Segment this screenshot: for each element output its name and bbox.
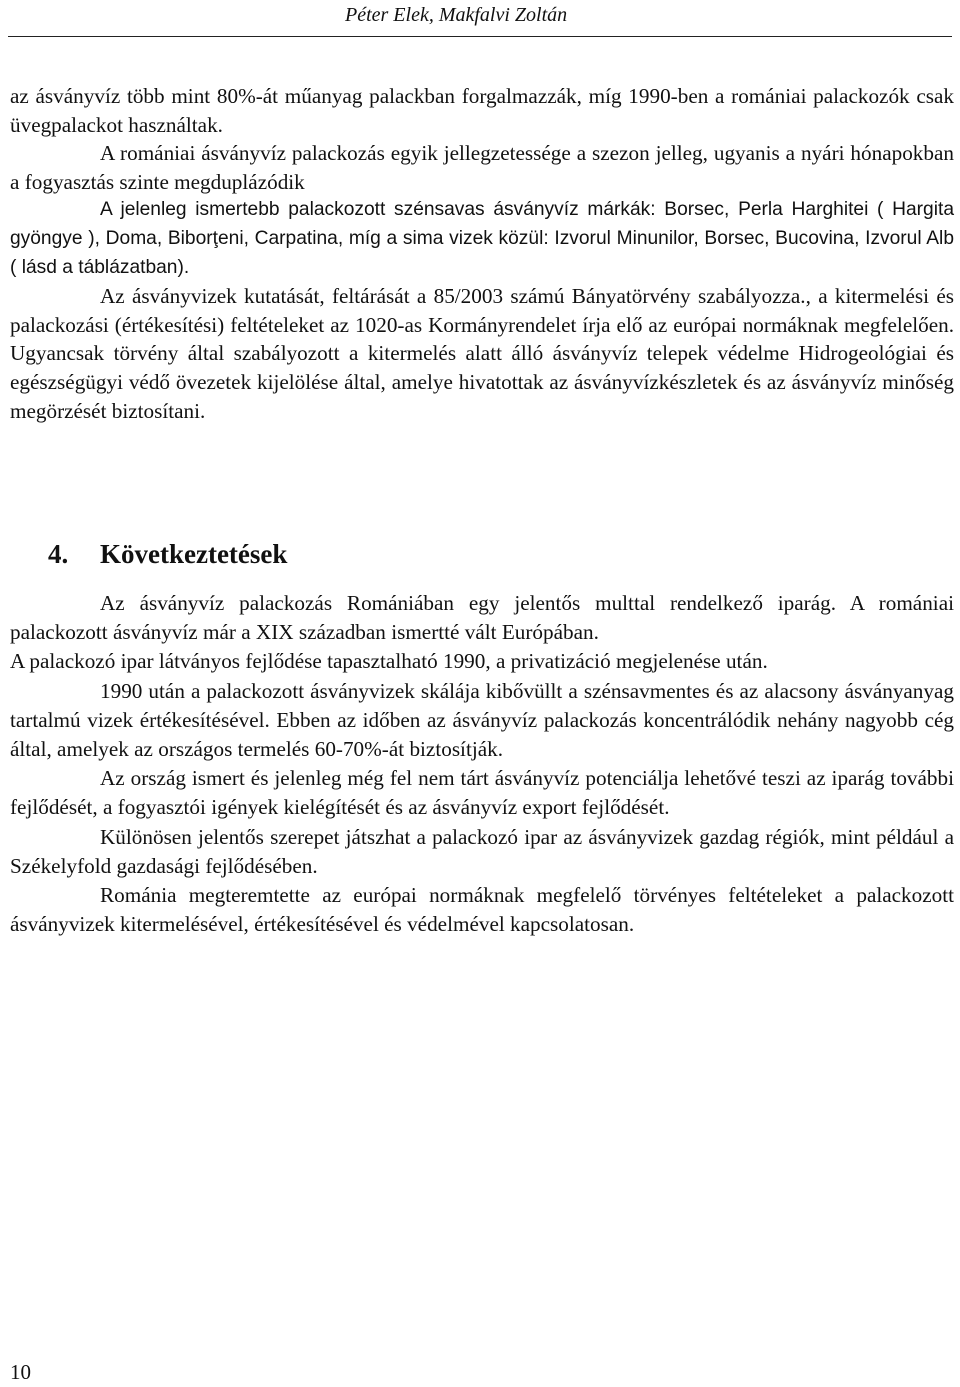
section-number: 4. xyxy=(48,539,69,569)
header-rule xyxy=(8,36,952,37)
paragraph-plastic-bottles: az ásványvíz több mint 80%-át műanyag palackban forgalmazzák, míg 1990-ben a romániai palackozók csak üvegpalackot használtak. xyxy=(10,84,954,137)
running-header xyxy=(0,2,960,36)
header-authors: Péter Elek, Makfalvi Zoltán xyxy=(345,4,568,26)
conclusion-paragraph: Az ország ismert és jelenleg még fel nem tárt ásványvíz potenciálja lehetővé teszi az iparág további fejlődését, a fogyasztói igények kielégítését és az ásványvíz export fejlődését. xyxy=(10,766,954,820)
paragraph-brands: A jelenleg ismertebb palackozott szénsavas ásványvíz márkák: Borsec, Perla Harghitei ( Hargita gyöngye ), Doma, Biborţeni, Carpatina, míg a sima vizek közül: Izvorul Minunilor, Borsec, Bucovina, Izvorul Alb ( lásd a táblázatban). xyxy=(10,199,954,278)
conclusion-paragraph: Az ásványvíz palackozás Romániában egy jelentős multtal rendelkező iparág. A romániai palackozott ásványvíz már a XIX században ismertté vált Európában. xyxy=(10,591,954,645)
conclusion-paragraph: A palackozó ipar látványos fejlődése tapasztalható 1990, a privatizáció megjelenése után. xyxy=(10,649,768,674)
section-heading xyxy=(10,538,287,570)
conclusions-text xyxy=(10,589,954,939)
body-text xyxy=(10,82,954,425)
paragraph-legislation: Az ásványvizek kutatását, feltárását a 85/2003 számú Bányatörvény szabályozza., a kitermelési és palackozási (értékesítési) feltételeket az 1020-as Kormányrendelet írja elő az európai normáknak megfelelően. Ugyancsak törvény által szabályozott a kitermelés alatt álló ásványvíz telepek védelme Hidrogeológiai és egészségügyi védő övezetek kijelölése által, amelye hivatottak az ásványvízkészletek és az ásványvíz minőség megörzését biztosítani. xyxy=(10,284,954,423)
paragraph-seasonality: A romániai ásványvíz palackozás egyik jellegzetessége a szezon jelleg, ugyanis a nyári hónapokban a fogyasztás szinte megduplázódik xyxy=(10,141,954,194)
conclusion-paragraph: Románia megteremtette az európai normáknak megfelelő törvényes feltételeket a palackozott ásványvizek kitermelésével, értékesítésével és védelmével kapcsolatosan. xyxy=(10,883,954,937)
section-title: Következtetések xyxy=(100,539,288,569)
conclusion-paragraph: Különösen jelentős szerepet játszhat a palackozó ipar az ásványvizek gazdag régiók, mint például a Székelyfold gazdasági fejlődésében. xyxy=(10,824,954,878)
conclusion-paragraph: 1990 után a palackozott ásványvizek skálája kibővüllt a szénsavmentes és az alacsony ásványanyag tartalmú vizek értékesítésével. Ebben az időben az ásványvíz palackozás koncentrálódik nehány nagyobb cég által, amelyek az országos termelés 60-70%-át biztosítják. xyxy=(10,678,954,762)
page-number: 10 xyxy=(10,1360,31,1384)
